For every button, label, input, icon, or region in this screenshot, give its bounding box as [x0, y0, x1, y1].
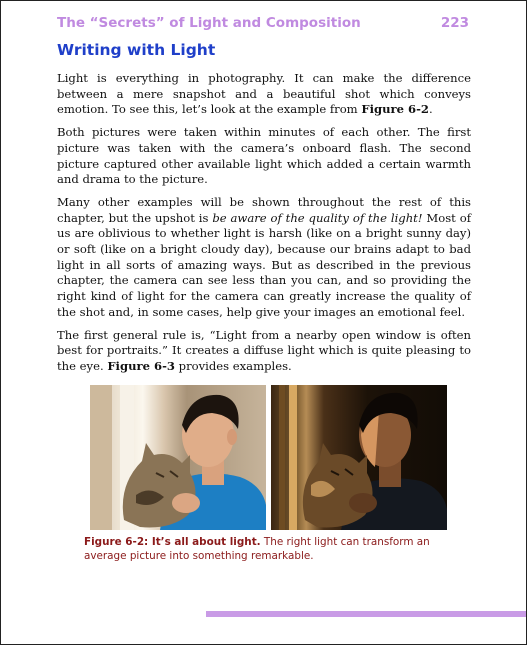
paragraph-3 [57, 195, 471, 321]
paragraph-1-text: Light is everything in photography. It can make the difference between a mere snapshot and a beautiful shot which conveys emotion. To see this, let’s look at the example from [57, 71, 471, 117]
paragraph-3-text: Many other examples will be shown throughout the rest of this chapter, but the upshot is [57, 194, 471, 225]
figure-reference: Figure 6-3 [107, 358, 175, 373]
paragraph-4 [57, 328, 471, 375]
page-number: 223 [440, 15, 469, 31]
figure-caption [84, 536, 454, 563]
running-header [57, 15, 469, 33]
caption-text: The right light can transform an average picture into something remarkable. [84, 536, 430, 562]
photo-window-light-portrait [271, 385, 447, 530]
paragraph-2: Both pictures were taken within minutes of each other. The first picture was taken with the camera’s onboard flash. The second picture captured other available light which added a certain warmth and drama to the picture. [57, 125, 471, 187]
section-heading: Writing with Light [57, 41, 216, 59]
figure-reference: Figure 6-2 [361, 102, 429, 117]
paragraph-4-end: provides examples. [174, 358, 292, 373]
paragraph-3-end: Most of us are oblivious to whether light is harsh (like on a bright sunny day) or soft (like on a bright cloudy day), because our brains adapt to bad light in all sorts of amazing ways. But as described in the previous chapter, the camera can see less than you can, and so providing the right kind of light for the camera can greatly increase the quality of the shot and, in some cases, help give your images an emotional feel. [57, 210, 471, 319]
paragraph-4-text: The first general rule is, “Light from a nearby open window is often best for portraits.” It creates a diffuse light which is quite pleasing to the eye. [57, 327, 471, 373]
paragraph-1 [57, 71, 471, 118]
chapter-title: The “Secrets” of Light and Composition [57, 15, 361, 31]
paragraph-1-end: . [429, 102, 433, 117]
body-text [57, 71, 471, 382]
emphasis-text: be aware of the quality of the light! [212, 210, 423, 225]
figure-label: Figure 6-2: It’s all about light. [84, 536, 261, 548]
photo-flash-portrait [90, 385, 266, 530]
footer-accent-bar [206, 611, 527, 617]
